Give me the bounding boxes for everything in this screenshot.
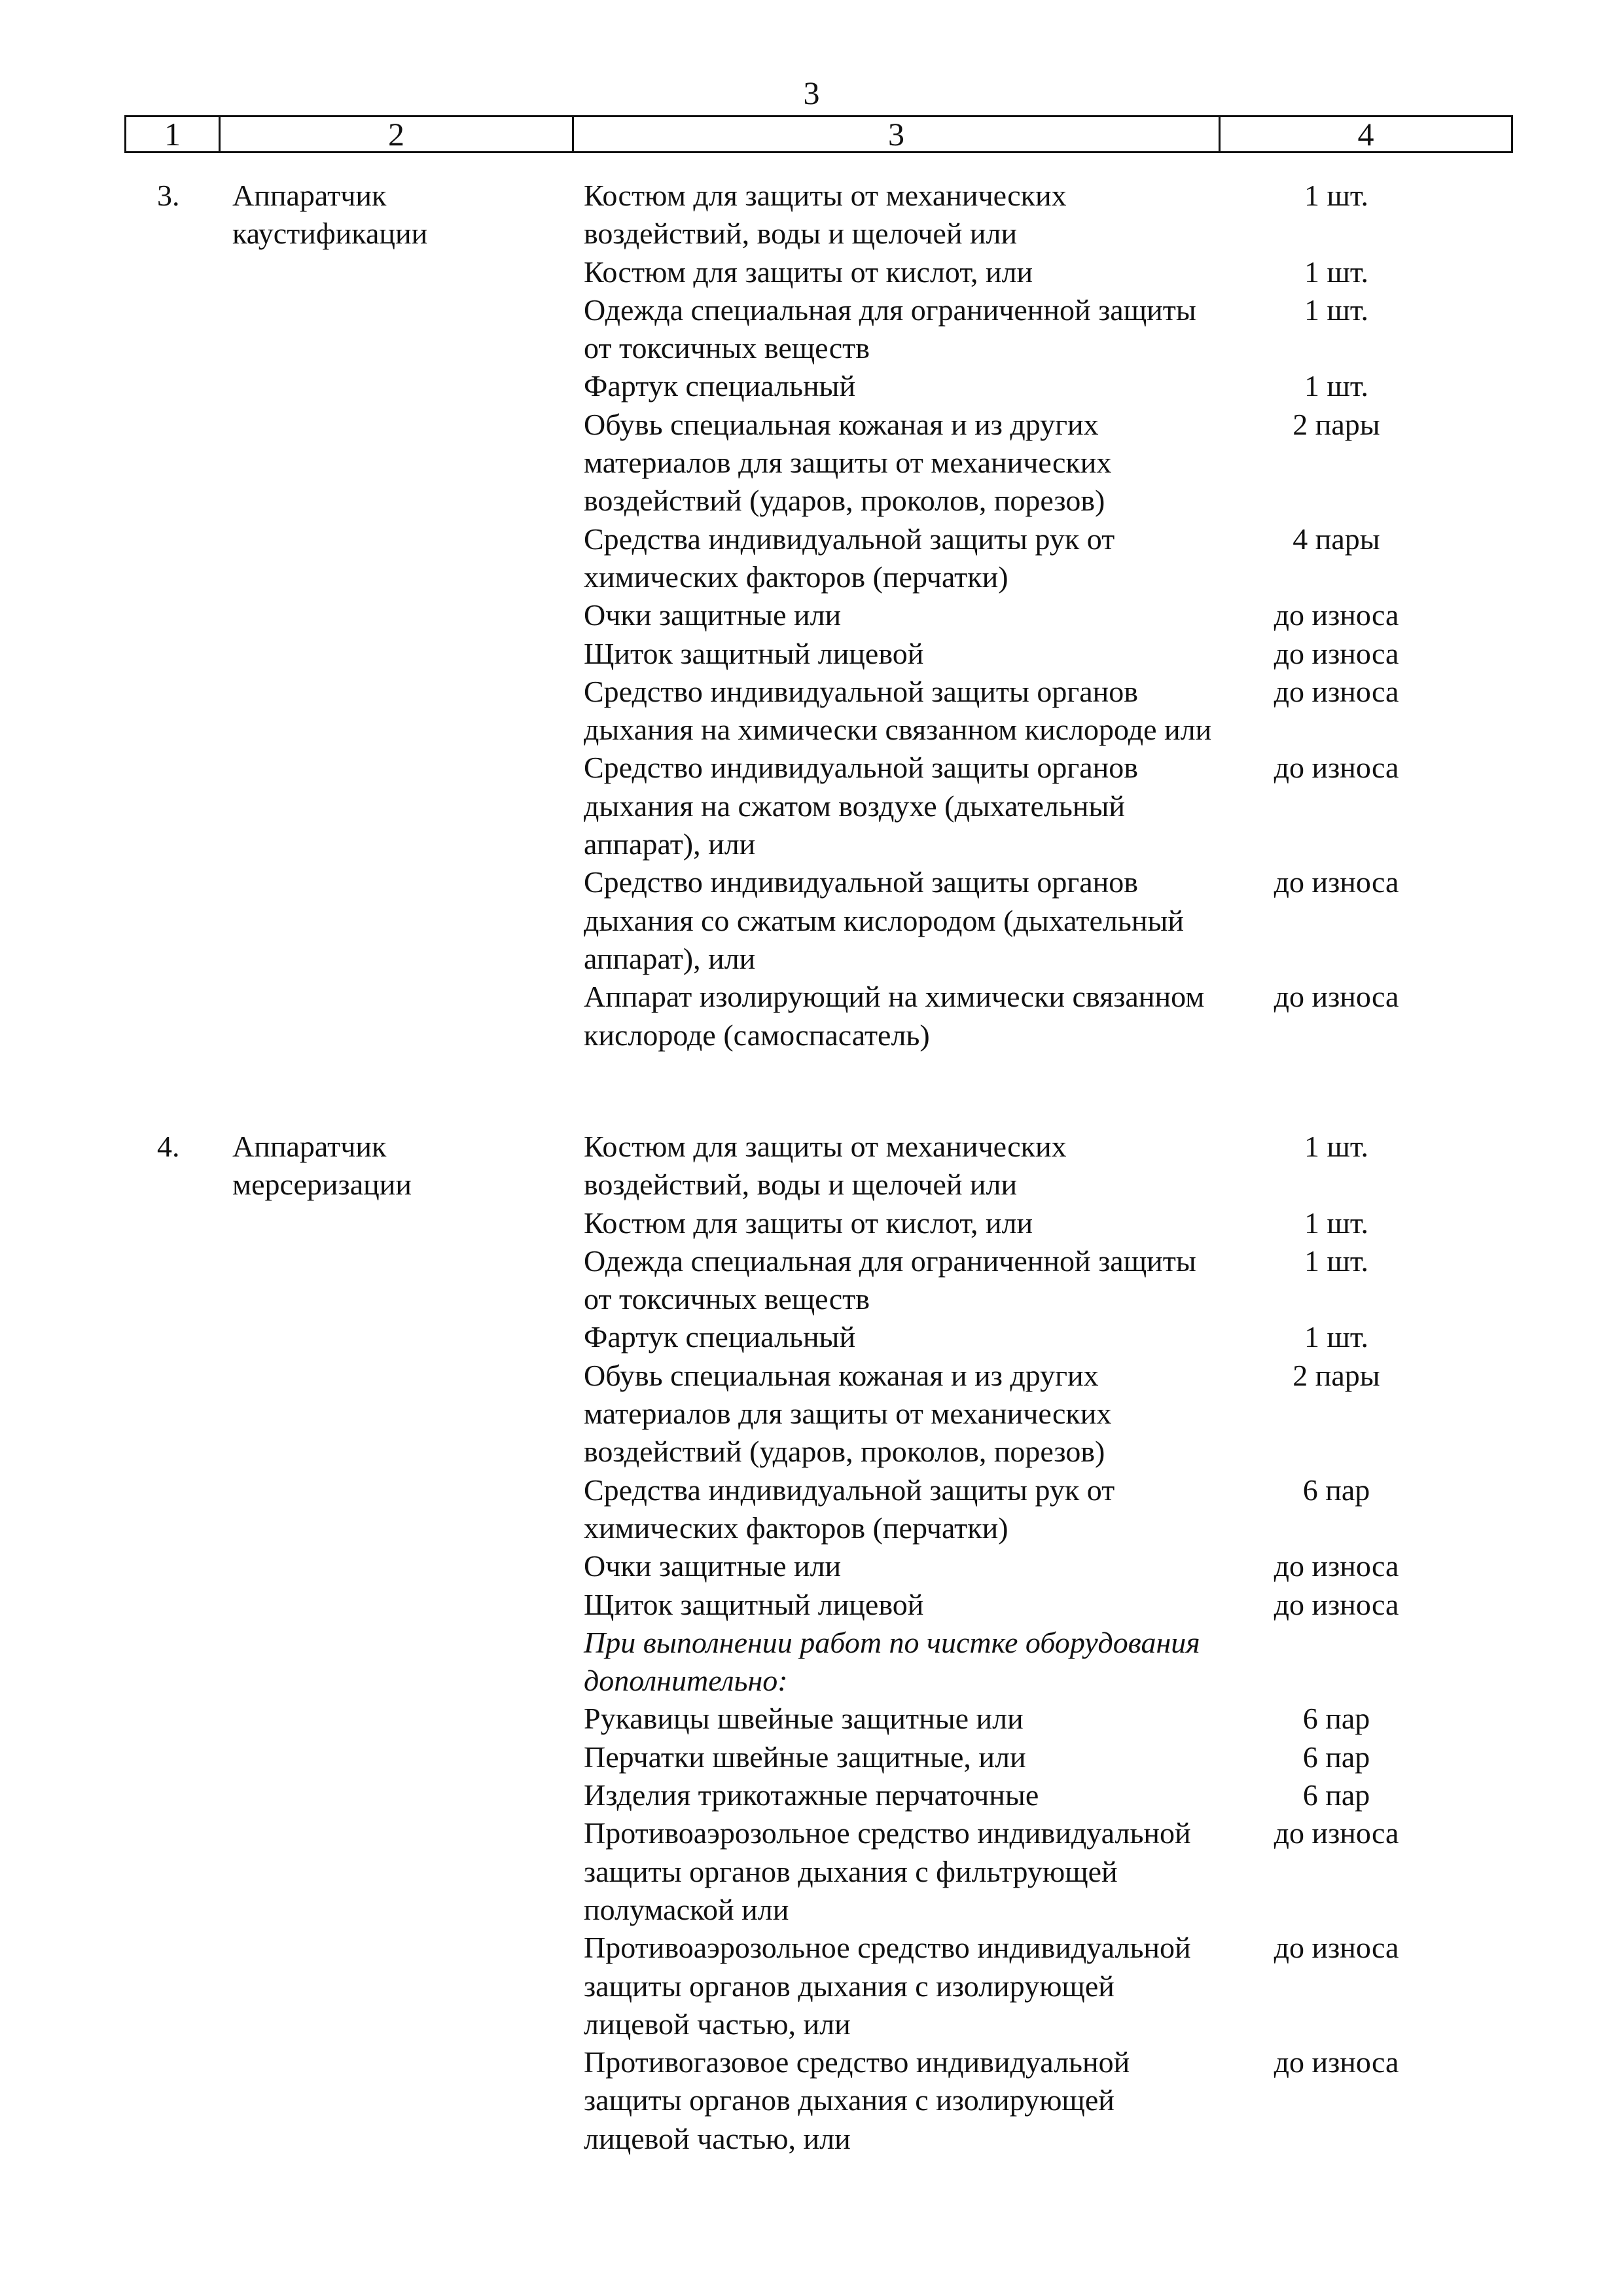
item-quantity: 6 пар — [1302, 1778, 1370, 1812]
header-col-1: 1 — [126, 117, 221, 151]
item-name: Щиток защитный лицевой — [584, 636, 924, 670]
item-name: Обувь специальная кожаная и из других материалов для защиты от механических воздействий (ударов, проколов, порезов) — [584, 1358, 1112, 1469]
item-list — [584, 177, 1520, 1054]
item-quantity: 1 шт. — [1304, 293, 1369, 327]
header-col-3: 3 — [574, 117, 1221, 151]
list-item — [584, 978, 1520, 1054]
item-quantity: 4 пары — [1293, 522, 1380, 556]
item-name: Перчатки швейные защитные, или — [584, 1740, 1026, 1774]
item-quantity: 6 пар — [1302, 1740, 1370, 1774]
item-name: Фартук специальный — [584, 1320, 856, 1354]
item-quantity: до износа — [1274, 636, 1399, 670]
item-name: Костюм для защиты от механических воздействий, воды и щелочей или — [584, 179, 1067, 251]
item-name: Одежда специальная для ограниченной защиты от токсичных веществ — [584, 293, 1196, 365]
list-item — [584, 1318, 1520, 1356]
item-name: Очки защитные или — [584, 598, 842, 632]
item-name: Очки защитные или — [584, 1549, 842, 1583]
item-name: Одежда специальная для ограниченной защиты от токсичных веществ — [584, 1244, 1196, 1316]
list-item — [584, 1204, 1520, 1242]
item-quantity: до износа — [1274, 598, 1399, 632]
entry-number: 3. — [157, 179, 180, 212]
item-name: Средства индивидуальной защиты рук от химических факторов (перчатки) — [584, 522, 1115, 594]
list-item — [584, 1929, 1520, 2043]
list-item — [584, 1242, 1520, 1319]
item-quantity: до износа — [1274, 1587, 1399, 1621]
list-item — [584, 406, 1520, 520]
item-quantity: 1 шт. — [1304, 255, 1369, 289]
list-item — [584, 635, 1520, 673]
item-name: Рукавицы швейные защитные или — [584, 1702, 1024, 1736]
item-quantity: 2 пары — [1293, 407, 1380, 441]
item-name: Средство индивидуальной защиты органов дыхания со сжатым кислородом (дыхательный аппарат), или — [584, 865, 1184, 975]
list-item — [584, 673, 1520, 749]
list-item — [584, 291, 1520, 368]
item-name: Костюм для защиты от кислот, или — [584, 255, 1033, 289]
list-item — [584, 1624, 1520, 1700]
item-name: Средство индивидуальной защиты органов дыхания на химически связанном кислороде или — [584, 674, 1212, 747]
entry-number: 4. — [157, 1130, 180, 1163]
item-name: Костюм для защиты от кислот, или — [584, 1206, 1033, 1240]
item-quantity: 1 шт. — [1304, 1320, 1369, 1354]
item-quantity: до износа — [1274, 865, 1399, 899]
list-item — [584, 1776, 1520, 1814]
item-name: Средства индивидуальной защиты рук от химических факторов (перчатки) — [584, 1473, 1115, 1545]
item-list — [584, 1128, 1520, 2158]
list-item — [584, 1128, 1520, 1204]
list-item — [584, 749, 1520, 863]
list-item — [584, 367, 1520, 405]
entry-profession: Аппаратчик мерсеризации — [232, 1130, 412, 1202]
item-name: Аппарат изолирующий на химически связанном кислороде (самоспасатель) — [584, 980, 1205, 1052]
header-col-2: 2 — [221, 117, 574, 151]
list-item — [584, 863, 1520, 978]
list-item — [584, 520, 1520, 597]
list-item — [584, 1547, 1520, 1585]
item-name: Противоаэрозольное средство индивидуальной защиты органов дыхания с изолирующей лицевой частью, или — [584, 1931, 1191, 2041]
item-quantity: до износа — [1274, 1816, 1399, 1850]
table-header-row — [124, 115, 1513, 153]
item-name: Средство индивидуальной защиты органов дыхания на сжатом воздухе (дыхательный аппарат), или — [584, 751, 1138, 861]
item-name: Изделия трикотажные перчаточные — [584, 1778, 1039, 1812]
list-item — [584, 1700, 1520, 1738]
item-quantity: до износа — [1274, 1549, 1399, 1583]
page-number: 3 — [803, 75, 820, 111]
list-item — [584, 1357, 1520, 1471]
item-quantity: до износа — [1274, 2045, 1399, 2079]
item-name: Обувь специальная кожаная и из других материалов для защиты от механических воздействий (ударов, проколов, порезов) — [584, 407, 1112, 518]
item-quantity: 6 пар — [1302, 1473, 1370, 1507]
item-quantity: до износа — [1274, 1931, 1399, 1965]
item-quantity: до износа — [1274, 980, 1399, 1014]
list-item — [584, 253, 1520, 291]
header-col-4: 4 — [1357, 116, 1374, 152]
item-quantity: 2 пары — [1293, 1358, 1380, 1392]
list-item — [584, 1814, 1520, 1929]
list-item — [584, 1586, 1520, 1624]
item-quantity: 1 шт. — [1304, 1206, 1369, 1240]
item-name: Щиток защитный лицевой — [584, 1587, 924, 1621]
item-quantity: до износа — [1274, 751, 1399, 785]
list-item — [584, 2043, 1520, 2158]
list-item — [584, 1471, 1520, 1548]
item-name: Противогазовое средство индивидуальной защиты органов дыхания с изолирующей лицевой частью, или — [584, 2045, 1130, 2155]
item-quantity: 1 шт. — [1304, 179, 1369, 212]
entry-profession: Аппаратчик каустификации — [232, 179, 428, 251]
list-item — [584, 1738, 1520, 1776]
item-quantity: 1 шт. — [1304, 1244, 1369, 1278]
item-name: Противоаэрозольное средство индивидуальной защиты органов дыхания с фильтрующей полумаской или — [584, 1816, 1191, 1926]
list-item — [584, 177, 1520, 253]
item-quantity: до износа — [1274, 674, 1399, 708]
item-quantity: 1 шт. — [1304, 369, 1369, 403]
list-item — [584, 596, 1520, 634]
item-quantity: 6 пар — [1302, 1702, 1370, 1736]
item-quantity: 1 шт. — [1304, 1130, 1369, 1163]
item-note: При выполнении работ по чистке оборудования дополнительно: — [584, 1625, 1200, 1698]
item-name: Костюм для защиты от механических воздействий, воды и щелочей или — [584, 1130, 1067, 1202]
item-name: Фартук специальный — [584, 369, 856, 403]
